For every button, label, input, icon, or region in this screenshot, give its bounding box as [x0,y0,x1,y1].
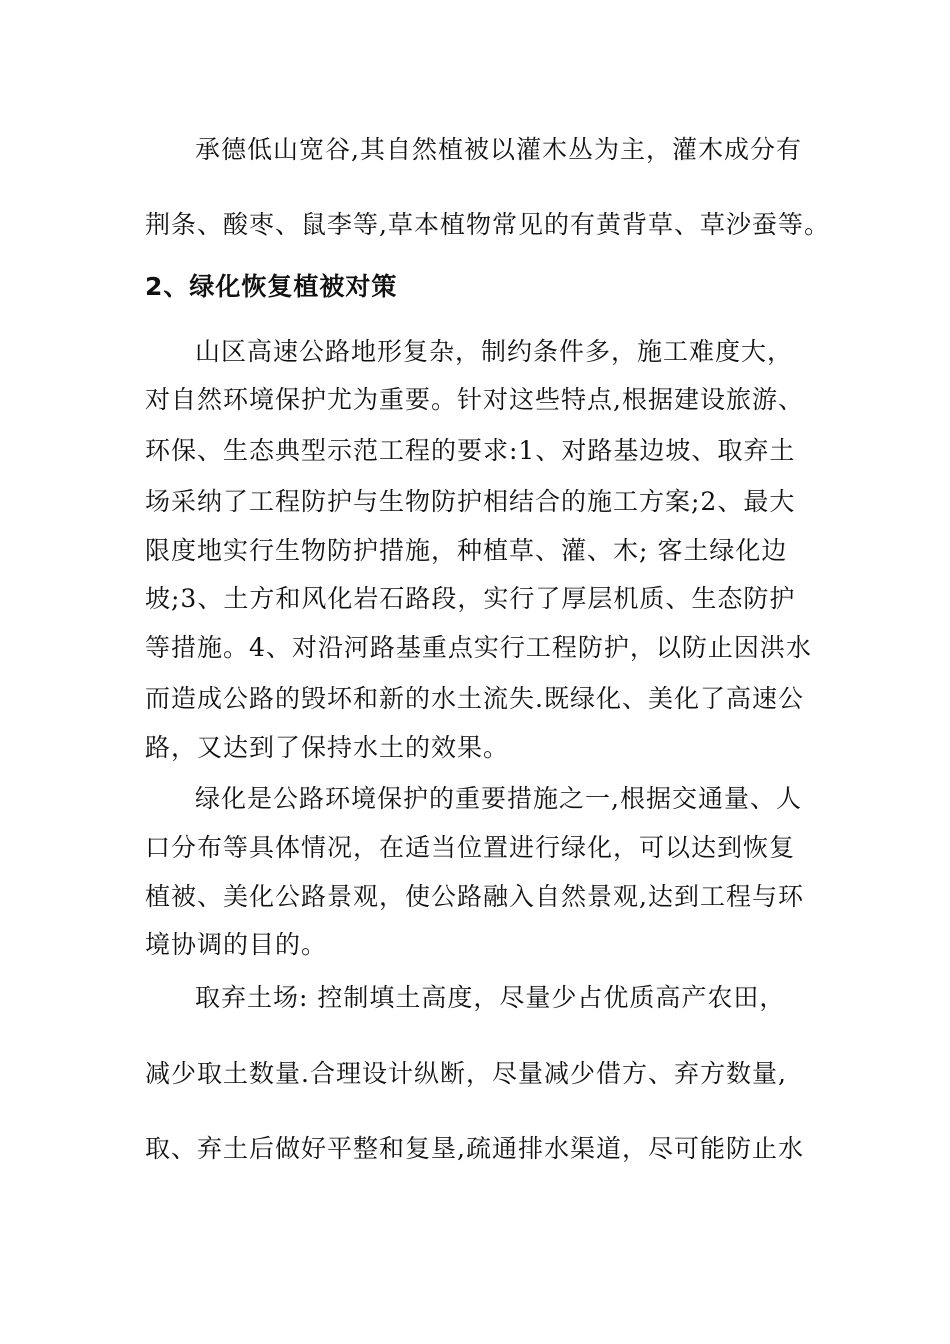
paragraph-line: 而造成公路的毁坏和新的水土流失.既绿化、美化了高速公 [145,684,804,713]
paragraph-line: 承德低山宽谷,其自然植被以灌木丛为主，灌木成分有 [195,135,802,164]
paragraph-line: 场采纳了工程防护与生物防护相结合的施工方案;2、最大 [145,487,796,516]
paragraph-line: 等措施。4、对沿河路基重点实行工程防护，以防止因洪水 [145,633,812,662]
paragraph-line: 环保、生态典型示范工程的要求:1、对路基边坡、取弃土 [145,436,796,465]
paragraph-line: 山区高速公路地形复杂，制约条件多，施工难度大， [195,337,794,366]
paragraph-line: 口分布等具体情况，在适当位置进行绿化，可以达到恢复 [145,833,796,862]
section-heading: 2、绿化恢复植被对策 [145,272,398,301]
paragraph-line: 取弃土场: 控制填土高度，尽量少占优质高产农田， [195,983,786,1012]
paragraph-line: 取、弃土后做好平整和复垦,疏通排水渠道，尽可能防止水 [145,1134,804,1163]
paragraph-line: 路，又达到了保持水土的效果。 [145,733,510,762]
paragraph-line: 限度地实行生物防护措施，种植草、灌、木; 客土绿化边 [145,536,788,565]
paragraph-line: 减少取土数量.合理设计纵断，尽量减少借方、弃方数量, [145,1059,787,1088]
paragraph-line: 对自然环境保护尤为重要。针对这些特点,根据建设旅游、 [145,385,804,414]
paragraph-line: 荆条、酸枣、鼠李等,草本植物常见的有黄背草、草沙蚕等。 [145,210,830,239]
paragraph-line: 植被、美化公路景观，使公路融入自然景观,达到工程与环 [145,882,804,911]
paragraph-line: 绿化是公路环境保护的重要措施之一,根据交通量、人 [195,784,802,813]
paragraph-line: 境协调的目的。 [145,930,328,959]
paragraph-line: 坡;3、土方和风化岩石路段，实行了厚层机质、生态防护 [145,584,796,613]
